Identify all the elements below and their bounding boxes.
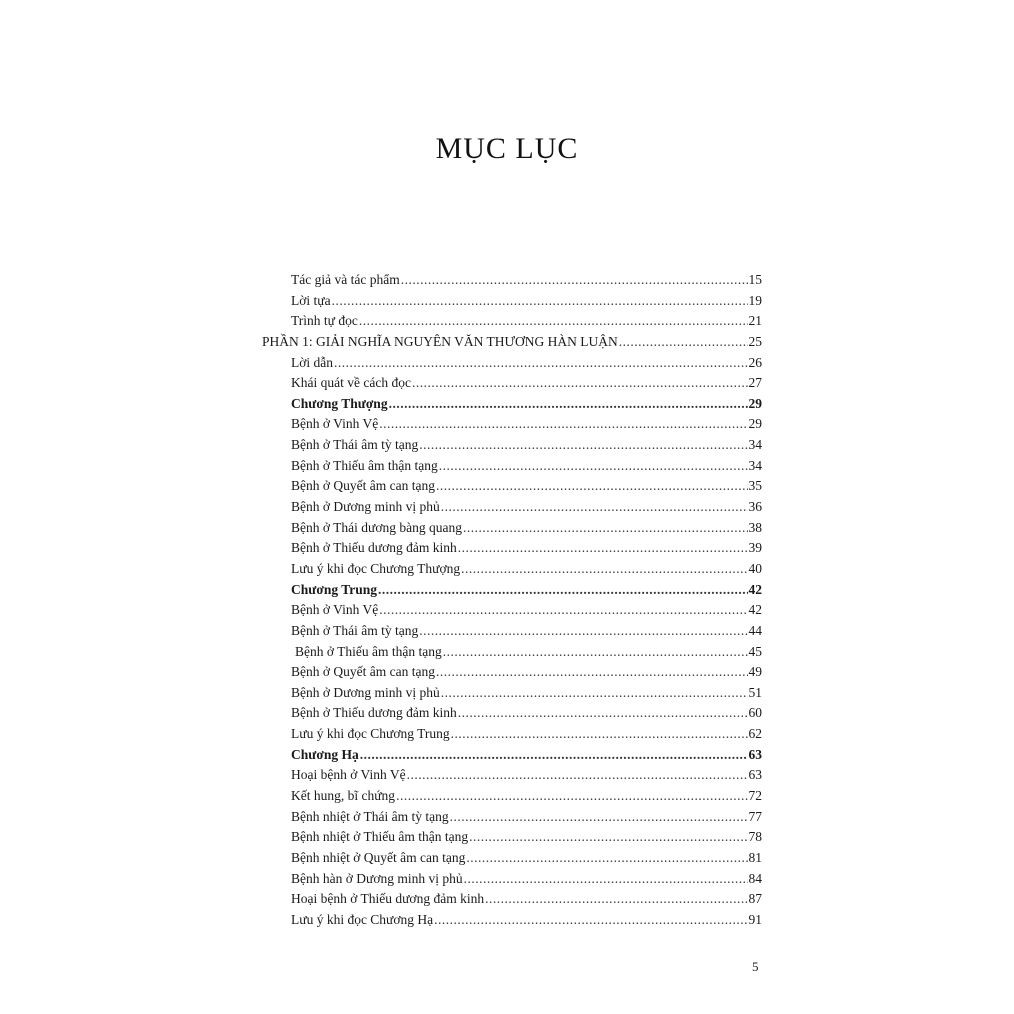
toc-entry-title: Hoại bệnh ở Vinh Vệ — [291, 767, 406, 783]
toc-leader-dots — [469, 827, 747, 848]
toc-entry-title: Bệnh ở Dương minh vị phủ — [291, 499, 440, 515]
toc-entry-page: 34 — [748, 457, 762, 473]
toc-entry-page: 21 — [748, 313, 762, 329]
toc-entry-page: 63 — [748, 767, 762, 783]
toc-leader-dots — [401, 270, 748, 291]
toc-entry-title: Bệnh nhiệt ở Quyết âm can tạng — [291, 849, 466, 865]
toc-entry-page: 40 — [748, 560, 762, 576]
page-title: MỤC LỤC — [435, 132, 579, 166]
toc-leader-dots — [463, 518, 748, 539]
toc-entry-page: 45 — [748, 643, 762, 659]
toc-leader-dots — [419, 621, 747, 642]
toc-entry-page: 38 — [748, 519, 762, 535]
toc-entry[interactable] — [262, 621, 762, 642]
toc-leader-dots — [441, 683, 748, 704]
toc-entry[interactable] — [262, 456, 762, 477]
toc-entry-title: PHẦN 1: GIẢI NGHĨA NGUYÊN VĂN THƯƠNG HÀN LUẬN — [262, 333, 618, 349]
toc-leader-dots — [379, 600, 747, 621]
toc-leader-dots — [461, 559, 747, 580]
toc-entry-title: Bệnh ở Thái âm tỳ tạng — [291, 622, 419, 638]
toc-leader-dots — [450, 807, 748, 828]
toc-leader-dots — [466, 848, 747, 869]
toc-entry[interactable] — [262, 353, 762, 374]
toc-entry-title: Bệnh ở Vinh Vệ — [291, 602, 379, 618]
toc-entry-title: Kết hung, bĩ chứng — [291, 788, 396, 804]
toc-entry-title: Bệnh nhiệt ở Thiếu âm thận tạng — [291, 829, 469, 845]
toc-entry[interactable] — [262, 476, 762, 497]
toc-entry-title: Bệnh ở Thiếu âm thận tạng — [295, 643, 442, 659]
toc-entry-page: 26 — [748, 354, 762, 370]
toc-entry[interactable] — [262, 497, 762, 518]
toc-entry[interactable] — [262, 703, 762, 724]
toc-leader-dots — [436, 476, 748, 497]
toc-leader-dots — [458, 703, 748, 724]
page-number: 5 — [752, 959, 759, 974]
toc-entry-page: 44 — [748, 622, 762, 638]
toc-leader-dots — [451, 724, 748, 745]
toc-leader-dots — [485, 889, 747, 910]
toc-entry[interactable] — [262, 662, 762, 683]
toc-leader-dots — [359, 311, 748, 332]
toc-leader-dots — [443, 642, 748, 663]
toc-entry-title: Tác giả và tác phẩm — [291, 272, 400, 287]
toc-entry-title: Chương Trung — [291, 581, 377, 597]
toc-entry[interactable] — [262, 414, 762, 435]
toc-entry-page: 62 — [748, 726, 762, 742]
toc-entry-title: Bệnh ở Thiếu âm thận tạng — [291, 457, 438, 473]
toc-entry-page: 42 — [748, 581, 762, 597]
toc-leader-dots — [464, 869, 748, 890]
toc-entry-title: Bệnh ở Quyết âm can tạng — [291, 664, 435, 680]
toc-entry[interactable] — [262, 559, 762, 580]
toc-entry-title: Bệnh ở Vinh Vệ — [291, 416, 379, 432]
toc-entry-title: Bệnh ở Thiếu dương đảm kinh — [291, 540, 457, 556]
toc-entry-page: 39 — [748, 540, 762, 556]
toc-entry-page: 81 — [748, 849, 762, 865]
toc-entry[interactable] — [262, 807, 762, 828]
toc-entry-page: 25 — [748, 333, 762, 349]
toc-leader-dots — [436, 662, 748, 683]
toc-entry[interactable] — [262, 869, 762, 890]
toc-entry-title: Bệnh ở Dương minh vị phủ — [291, 684, 440, 700]
toc-entry-page: 77 — [748, 808, 762, 824]
toc-entry-title: Trình tự đọc — [291, 313, 358, 329]
toc-entry[interactable] — [262, 786, 762, 807]
toc-entry-title: Lời dẫn — [291, 354, 334, 370]
toc-entry-page: 29 — [748, 416, 762, 432]
toc-entry[interactable] — [262, 291, 762, 312]
toc-entry-page: 72 — [748, 788, 762, 804]
toc-entry[interactable] — [262, 435, 762, 456]
toc-leader-dots — [407, 765, 748, 786]
toc-entry-page: 35 — [748, 478, 762, 494]
toc-leader-dots — [419, 435, 747, 456]
toc-entry[interactable] — [262, 311, 762, 332]
toc-leader-dots — [379, 414, 747, 435]
toc-entry[interactable] — [262, 394, 762, 415]
toc-leader-dots — [378, 580, 748, 601]
toc-leader-dots — [396, 786, 747, 807]
toc-leader-dots — [334, 353, 747, 374]
toc-entry-page: 27 — [748, 375, 762, 391]
toc-entry-page: 51 — [748, 684, 762, 700]
toc-entry[interactable] — [262, 848, 762, 869]
toc-leader-dots — [619, 332, 748, 353]
table-of-contents — [262, 270, 762, 931]
toc-entry-title: Chương Thượng — [291, 395, 388, 411]
toc-entry[interactable] — [262, 724, 762, 745]
toc-leader-dots — [441, 497, 748, 518]
toc-entry-page: 78 — [748, 829, 762, 845]
toc-entry-page: 91 — [748, 911, 762, 927]
toc-entry[interactable] — [262, 332, 762, 353]
toc-entry-page: 42 — [748, 602, 762, 618]
toc-entry-title: Bệnh nhiệt ở Thái âm tỳ tạng — [291, 808, 449, 824]
toc-leader-dots — [412, 373, 748, 394]
toc-leader-dots — [389, 394, 748, 415]
toc-leader-dots — [360, 745, 748, 766]
toc-entry-page: 36 — [748, 499, 762, 515]
toc-leader-dots — [434, 910, 747, 931]
toc-entry-title: Chương Hạ — [291, 746, 359, 762]
toc-entry-title: Bệnh ở Thái âm tỳ tạng — [291, 437, 419, 453]
toc-entry[interactable] — [262, 518, 762, 539]
toc-entry[interactable] — [262, 683, 762, 704]
toc-entry-page: 29 — [748, 395, 762, 411]
toc-entry[interactable] — [262, 580, 762, 601]
toc-entry-page: 19 — [748, 292, 762, 308]
toc-leader-dots — [439, 456, 748, 477]
toc-entry[interactable] — [262, 270, 762, 291]
toc-entry-page: 15 — [748, 272, 762, 287]
toc-entry-page: 87 — [748, 891, 762, 907]
toc-entry-title: Bệnh hàn ở Dương minh vị phủ — [291, 870, 463, 886]
toc-entry[interactable] — [262, 765, 762, 786]
toc-entry[interactable] — [262, 827, 762, 848]
toc-entry[interactable] — [262, 538, 762, 559]
toc-leader-dots — [458, 538, 748, 559]
toc-leader-dots — [332, 291, 748, 312]
toc-entry-title: Lưu ý khi đọc Chương Thượng — [291, 560, 461, 576]
toc-entry[interactable] — [262, 600, 762, 621]
toc-entry[interactable] — [262, 373, 762, 394]
toc-entry[interactable] — [262, 745, 762, 766]
toc-entry-title: Khái quát về cách đọc — [291, 375, 411, 391]
toc-entry[interactable] — [262, 642, 762, 663]
toc-entry[interactable] — [262, 889, 762, 910]
toc-entry-title: Bệnh ở Thái dương bàng quang — [291, 519, 462, 535]
toc-entry-page: 84 — [748, 870, 762, 886]
toc-entry-title: Lưu ý khi đọc Chương Hạ — [291, 911, 434, 927]
toc-entry-title: Lời tựa — [291, 292, 331, 308]
toc-entry-title: Bệnh ở Thiếu dương đảm kinh — [291, 705, 457, 721]
toc-entry-page: 34 — [748, 437, 762, 453]
toc-entry-page: 49 — [748, 664, 762, 680]
toc-entry[interactable] — [262, 910, 762, 931]
toc-entry-page: 60 — [748, 705, 762, 721]
toc-entry-title: Lưu ý khi đọc Chương Trung — [291, 726, 450, 742]
toc-entry-title: Hoại bệnh ở Thiếu dương đảm kinh — [291, 891, 485, 907]
toc-entry-title: Bệnh ở Quyết âm can tạng — [291, 478, 435, 494]
toc-entry-page: 63 — [748, 746, 762, 762]
